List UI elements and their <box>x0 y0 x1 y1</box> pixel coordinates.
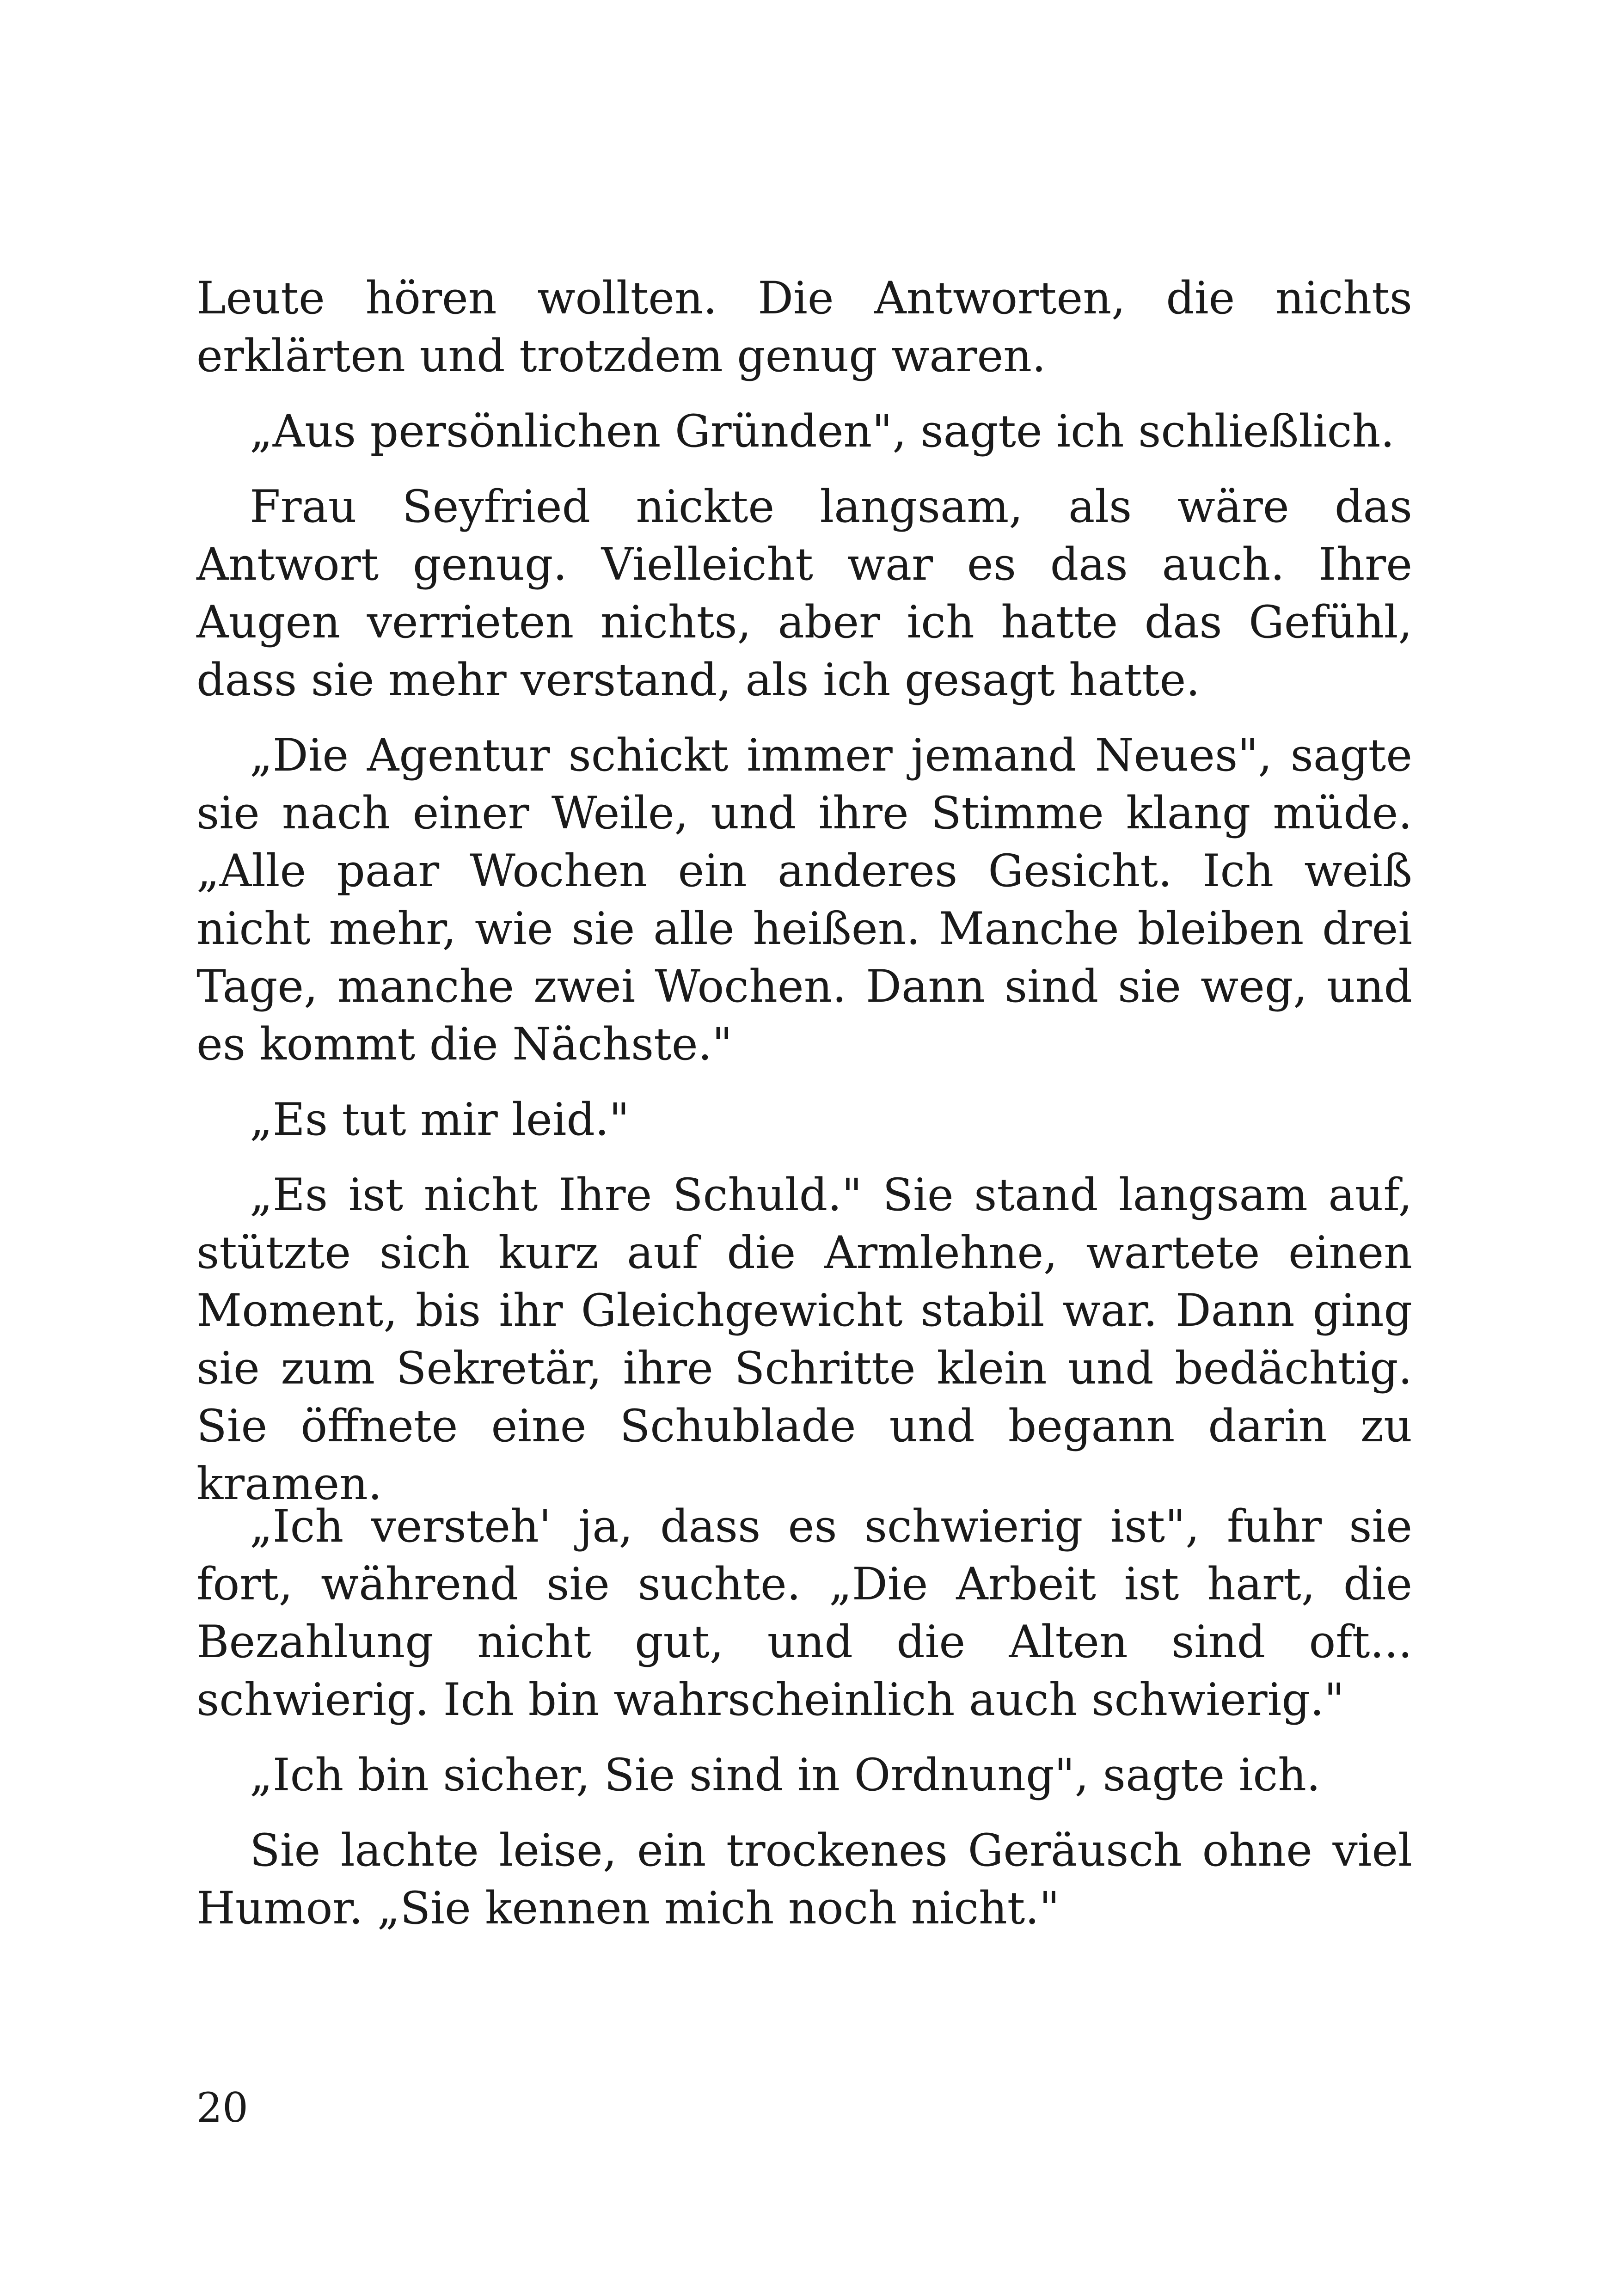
paragraph: „Die Agentur schickt immer jemand Neues", sagte sie nach einer Weile, und ihre Stimme klang müde. „Alle paar Wochen ein anderes Gesicht. Ich weiß nicht mehr, wie sie alle heißen. Manche bleiben drei Tage, manche zwei Wochen. Dann sind sie weg, und es kommt die Nächste." <box>196 729 1412 1070</box>
text-block-bottom <box>196 1498 1412 1955</box>
paragraph: „Aus persönlichen Gründen", sagte ich schließlich. <box>250 405 1395 457</box>
paragraph: Leute hören wollten. Die Antworten, die nichts erklärten und trotzdem genug waren. <box>196 272 1412 382</box>
paragraph: „Ich bin sicher, Sie sind in Ordnung", sagte ich. <box>250 1749 1321 1801</box>
paragraph: Sie lachte leise, ein trockenes Geräusch ohne viel Humor. „Sie kennen mich noch nicht." <box>196 1825 1412 1934</box>
paragraph: „Ich versteh' ja, dass es schwierig ist", fuhr sie fort, während sie suchte. „Die Arbeit ist hart, die Bezahlung nicht gut, und die Alten sind oft... schwierig. Ich bin wahrscheinlich auch schwierig." <box>196 1500 1412 1726</box>
paragraph: „Es tut mir leid." <box>250 1094 630 1145</box>
paragraph: „Es ist nicht Ihre Schuld." Sie stand langsam auf, stützte sich kurz auf die Armlehne, wartete einen Moment, bis ihr Gleichgewicht stabil war. Dann ging sie zum Sekretär, ihre Schritte klein und bedächtig. Sie öffnete eine Schublade und begann darin zu kramen. <box>196 1169 1412 1510</box>
page-number: 20 <box>196 2084 248 2131</box>
paragraph: Frau Seyfried nickte langsam, als wäre das Antwort genug. Vielleicht war es das auch. Ihre Augen verrieten nichts, aber ich hatte das Gefühl, dass sie mehr verstand, als ich gesagt hatte. <box>196 481 1412 706</box>
text-block-top <box>196 269 1412 1531</box>
